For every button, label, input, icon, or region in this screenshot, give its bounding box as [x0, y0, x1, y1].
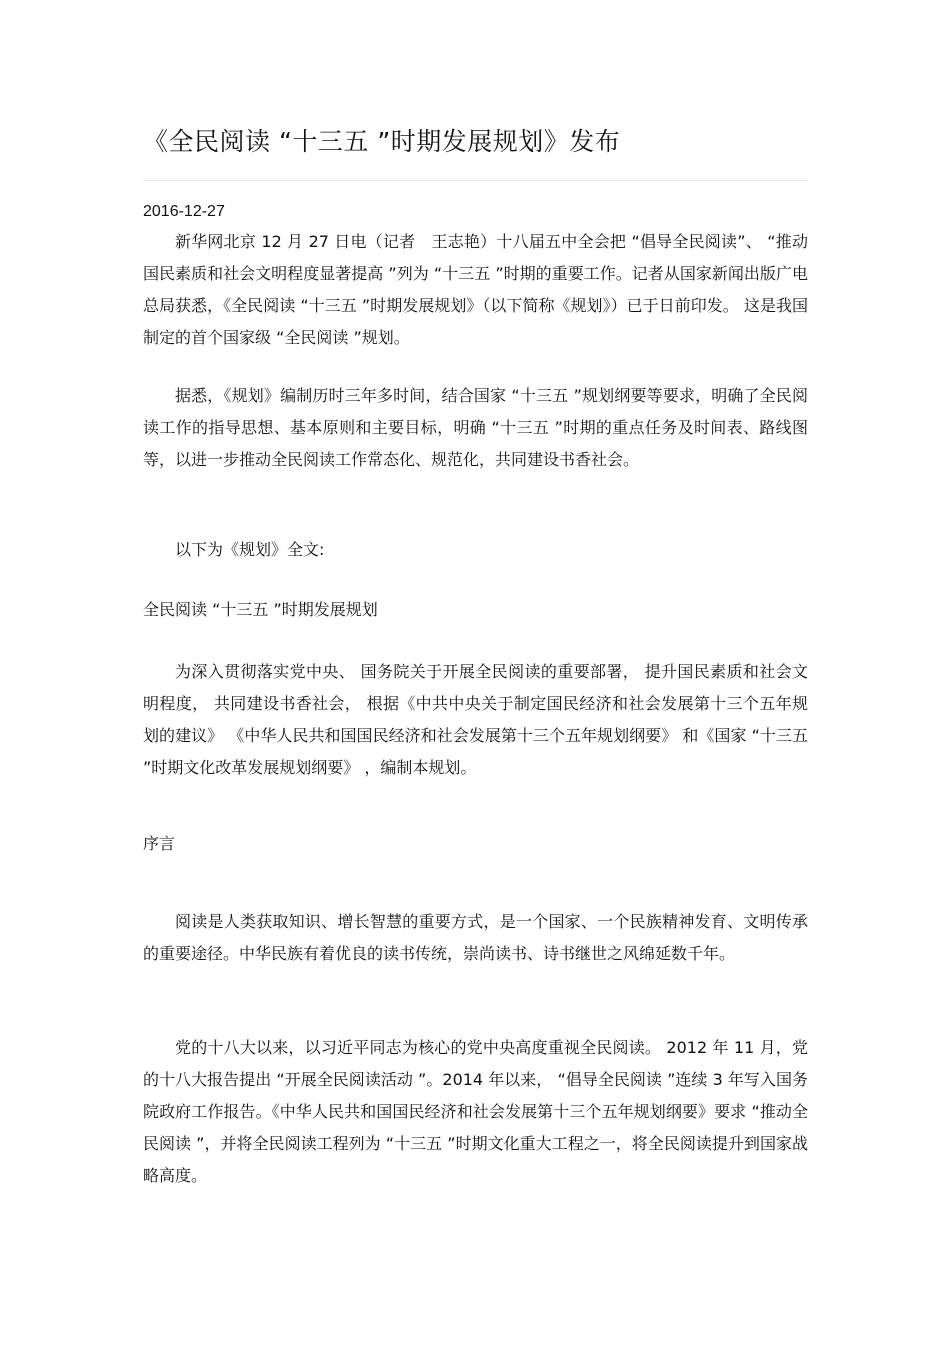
paragraph-summary: 据悉，《规划》编制历时三年多时间，结合国家 “十三五 ”规划纲要等要求，明确了全民阅读工作的指导思想、基本原则和主要目标，明确 “十三五 ”时期的重点任务及时间表、路线图等，以进一步推动全民阅读工作常态化、规范化，共同建设书香社会。 [143, 386, 808, 469]
paragraph-purpose: 为深入贯彻落实党中央、 国务院关于开展全民阅读的重要部署， 提升国民素质和社会文明程度， 共同建设书香社会， 根据《中共中央关于制定国民经济和社会发展第十三个五年规划的建议》 《中华人民共和国国民经济和社会发展第十三个五年规划纲要》 和《国家 “十三五 ”时期文化改革发展规划纲要》 ，编制本规划。 [143, 662, 808, 777]
paragraph-reading-importance: 阅读是人类获取知识、增长智慧的重要方式，是一个国家、一个民族精神发育、文明传承的重要途径。中华民族有着优良的读书传统，崇尚读书、诗书继世之风绵延数千年。 [143, 912, 808, 963]
section-heading-preface: 序言 [143, 834, 176, 853]
publish-date: 2016-12-27 [143, 203, 225, 220]
page-title: 《全民阅读 “十三五 ”时期发展规划》发布 [143, 127, 621, 156]
paragraph-party-policy: 党的十八大以来，以习近平同志为核心的党中央高度重视全民阅读。 2012 年 11 月，党的十八大报告提出 “开展全民阅读活动 ”。2014 年以来， “倡导全民阅读 ”连续 3 年写入国务院政府工作报告。《中华人民共和国国民经济和社会发展第十三个五年规划纲要》要求 “推动全民阅读 ”，并将全民阅读工程列为 “十三五 ”时期文化重大工程之一，将全民阅读提升到国家战略高度。 [143, 1038, 808, 1185]
paragraph-fulltext-intro: 以下为《规划》全文: [175, 540, 325, 559]
title-divider [143, 180, 808, 181]
paragraph-intro: 新华网北京 12 月 27 日电（记者 王志艳）十八届五中全会把 “倡导全民阅读”、 “推动国民素质和社会文明程度显著提高 ”列为 “十三五 ”时期的重要工作。记者从国家新闻出版广电总局获悉，《全民阅读 “十三五 ”时期发展规划》（以下简称《规划》）已于日前印发。 这是我国制定的首个国家级 “全民阅读 ”规划。 [143, 232, 808, 347]
section-heading-plan: 全民阅读 “十三五 ”时期发展规划 [143, 600, 378, 619]
